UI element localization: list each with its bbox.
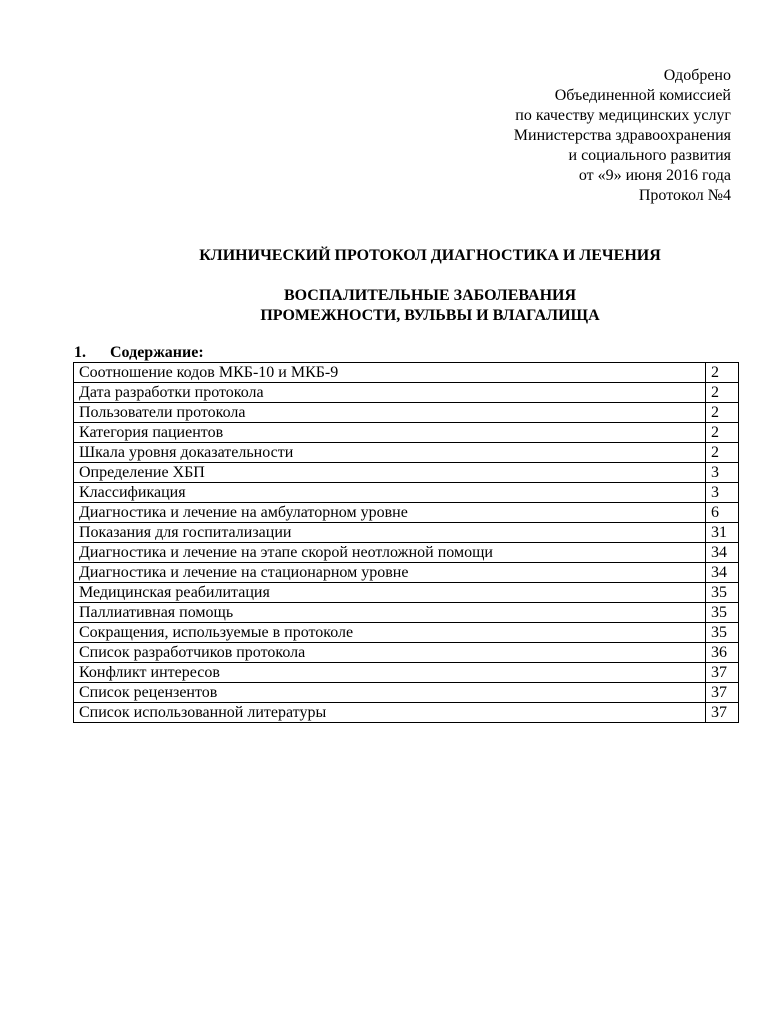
table-row <box>74 483 739 503</box>
table-row <box>74 363 739 383</box>
toc-entry-page: 36 <box>706 643 739 663</box>
document-subtitle <box>0 286 768 326</box>
approval-block <box>514 66 731 206</box>
toc-entry-title: Диагностика и лечение на стационарном уровне <box>74 563 706 583</box>
toc-entry-page: 35 <box>706 603 739 623</box>
table-row <box>74 703 739 723</box>
toc-entry-page: 37 <box>706 703 739 723</box>
approval-line: от «9» июня 2016 года <box>578 167 731 184</box>
toc-entry-title: Шкала уровня доказательности <box>74 443 706 463</box>
toc-entry-title: Определение ХБП <box>74 463 706 483</box>
approval-line: Одобрено <box>663 67 731 84</box>
approval-line: Объединенной комиссией <box>554 87 731 104</box>
toc-entry-page: 31 <box>706 523 739 543</box>
toc-entry-title: Список рецензентов <box>74 683 706 703</box>
approval-line: и социального развития <box>568 147 731 164</box>
toc-entry-page: 2 <box>706 383 739 403</box>
table-row <box>74 443 739 463</box>
section-title: Содержание: <box>110 344 204 361</box>
toc-entry-title: Паллиативная помощь <box>74 603 706 623</box>
toc-entry-page: 37 <box>706 663 739 683</box>
toc-entry-title: Показания для госпитализации <box>74 523 706 543</box>
contents-table <box>73 362 739 723</box>
document-title: КЛИНИЧЕСКИЙ ПРОТОКОЛ ДИАГНОСТИКА И ЛЕЧЕНИЯ <box>199 247 661 264</box>
section-heading <box>74 344 204 362</box>
toc-entry-page: 2 <box>706 423 739 443</box>
toc-entry-page: 37 <box>706 683 739 703</box>
toc-entry-title: Категория пациентов <box>74 423 706 443</box>
toc-entry-title: Конфликт интересов <box>74 663 706 683</box>
approval-line: Протокол №4 <box>638 187 731 204</box>
toc-entry-page: 35 <box>706 583 739 603</box>
approval-line: Министерства здравоохранения <box>513 127 731 144</box>
table-row <box>74 403 739 423</box>
subtitle-line: ПРОМЕЖНОСТИ, ВУЛЬВЫ И ВЛАГАЛИЩА <box>260 307 600 324</box>
toc-entry-title: Сокращения, используемые в протоколе <box>74 623 706 643</box>
toc-entry-page: 2 <box>706 363 739 383</box>
toc-entry-page: 34 <box>706 543 739 563</box>
table-row <box>74 423 739 443</box>
toc-entry-page: 6 <box>706 503 739 523</box>
toc-entry-page: 2 <box>706 443 739 463</box>
table-row <box>74 623 739 643</box>
table-row <box>74 563 739 583</box>
toc-entry-title: Дата разработки протокола <box>74 383 706 403</box>
approval-line: по качеству медицинских услуг <box>515 107 731 124</box>
toc-entry-title: Список использованной литературы <box>74 703 706 723</box>
table-row <box>74 603 739 623</box>
toc-entry-page: 2 <box>706 403 739 423</box>
table-row <box>74 543 739 563</box>
toc-entry-title: Медицинская реабилитация <box>74 583 706 603</box>
toc-entry-page: 3 <box>706 463 739 483</box>
table-row <box>74 643 739 663</box>
section-number: 1. <box>74 344 86 361</box>
toc-entry-title: Классификация <box>74 483 706 503</box>
toc-entry-page: 3 <box>706 483 739 503</box>
table-row <box>74 383 739 403</box>
table-row <box>74 583 739 603</box>
table-row <box>74 463 739 483</box>
subtitle-line: ВОСПАЛИТЕЛЬНЫЕ ЗАБОЛЕВАНИЯ <box>283 287 577 304</box>
table-row <box>74 663 739 683</box>
toc-entry-page: 35 <box>706 623 739 643</box>
table-row <box>74 503 739 523</box>
table-row <box>74 683 739 703</box>
toc-entry-title: Соотношение кодов МКБ-10 и МКБ-9 <box>74 363 706 383</box>
toc-entry-title: Диагностика и лечение на этапе скорой неотложной помощи <box>74 543 706 563</box>
toc-entry-title: Диагностика и лечение на амбулаторном уровне <box>74 503 706 523</box>
toc-entry-page: 34 <box>706 563 739 583</box>
table-row <box>74 523 739 543</box>
toc-entry-title: Пользователи протокола <box>74 403 706 423</box>
toc-entry-title: Список разработчиков протокола <box>74 643 706 663</box>
